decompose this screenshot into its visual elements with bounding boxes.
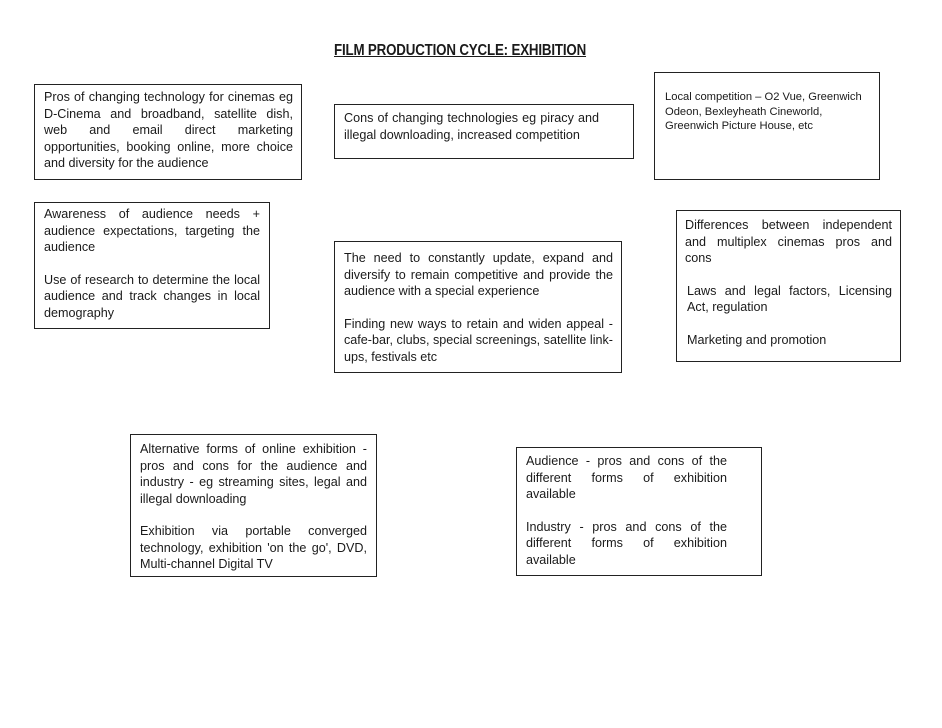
independent-vs-multiplex-box: [676, 210, 901, 362]
box-text: Marketing and promotion: [687, 332, 827, 347]
box-text: Local competition – O2 Vue, Greenwich Odeon, Bexleyheath Cineworld, Greenwich Picture House, etc: [665, 91, 862, 132]
box-text: Awareness of audience needs + audience expectations, targeting the audience: [44, 207, 260, 254]
box-text: Industry - pros and cons of the different forms of exhibition available: [526, 519, 727, 567]
box-text: Exhibition via portable converged technology, exhibition 'on the go', DVD, Multi-channel Digital TV: [140, 524, 367, 571]
box-text: Alternative forms of online exhibition - pros and cons for the audience and industry - eg streaming sites, legal and illegal downloading: [140, 442, 367, 506]
box-text: Use of research to determine the local audience and track changes in local demography: [44, 272, 260, 320]
local-competition-box: [654, 72, 880, 180]
need-to-update-box: [334, 241, 622, 373]
box-text: The need to constantly update, expand and diversify to remain competitive and provide the audience with a special experience: [344, 251, 613, 298]
box-text: Laws and legal factors, Licensing Act, regulation: [687, 283, 892, 314]
page-title: FILM PRODUCTION CYCLE: EXHIBITION: [334, 42, 587, 59]
box-text: Cons of changing technologies eg piracy and illegal downloading, increased competition: [344, 111, 599, 142]
box-text: Differences between independent and multiplex cinemas pros and cons: [685, 218, 892, 265]
box-text: Finding new ways to retain and widen appeal - cafe-bar, clubs, special screenings, satellite link-ups, festivals etc: [344, 316, 613, 364]
box-text: Audience - pros and cons of the different forms of exhibition available: [526, 454, 727, 501]
audience-awareness-box: [34, 202, 270, 329]
box-text: Pros of changing technology for cinemas eg D-Cinema and broadband, satellite dish, web and email direct marketing opportunities, booking online, more choice and diversity for the audience: [44, 90, 293, 170]
audience-industry-box: [516, 447, 762, 576]
pros-technology-box: [34, 84, 302, 180]
cons-technology-box: [334, 104, 634, 159]
online-exhibition-box: [130, 434, 377, 577]
